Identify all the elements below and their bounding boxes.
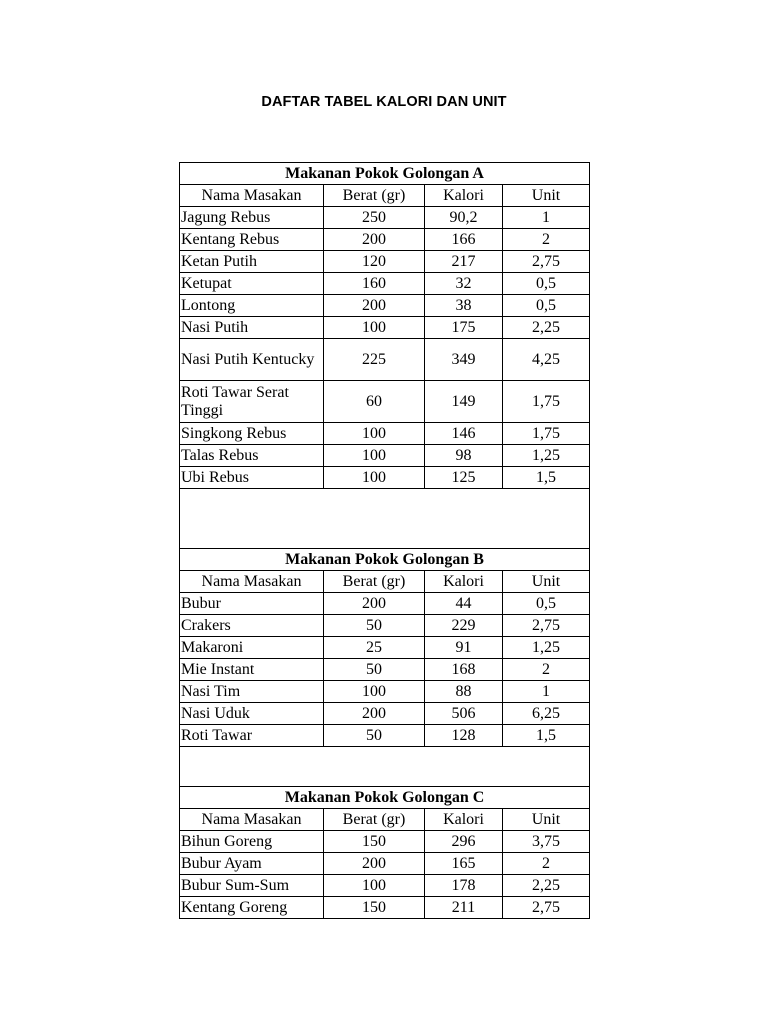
unit-value: 1,25: [503, 445, 590, 467]
calorie-value: 166: [425, 229, 503, 251]
calorie-value: 211: [425, 897, 503, 919]
calorie-value: 90,2: [425, 207, 503, 229]
weight-value: 60: [324, 381, 425, 423]
food-name: Kentang Rebus: [180, 229, 324, 251]
food-name: Nasi Putih Kentucky: [180, 339, 324, 381]
food-name: Roti Tawar: [180, 725, 324, 747]
food-name: Ketupat: [180, 273, 324, 295]
food-name: Nasi Putih: [180, 317, 324, 339]
food-name: Crakers: [180, 615, 324, 637]
table-row: [180, 703, 590, 725]
table-row: [180, 659, 590, 681]
unit-value: 2: [503, 659, 590, 681]
unit-value: 4,25: [503, 339, 590, 381]
table-row: [180, 381, 590, 423]
table-row: [180, 897, 590, 919]
calorie-value: 229: [425, 615, 503, 637]
weight-value: 25: [324, 637, 425, 659]
empty-cell: [180, 489, 590, 549]
empty-cell: [180, 747, 590, 787]
food-name: Jagung Rebus: [180, 207, 324, 229]
calorie-value: 91: [425, 637, 503, 659]
calorie-value: 149: [425, 381, 503, 423]
group-heading-row: [180, 787, 590, 809]
unit-value: 1,75: [503, 423, 590, 445]
weight-value: 200: [324, 295, 425, 317]
weight-value: 100: [324, 875, 425, 897]
unit-value: 1,5: [503, 725, 590, 747]
food-name: Bihun Goreng: [180, 831, 324, 853]
table-row: [180, 831, 590, 853]
calorie-value: 125: [425, 467, 503, 489]
group-heading: Makanan Pokok Golongan B: [180, 549, 590, 571]
weight-value: 150: [324, 897, 425, 919]
column-header-weight: Berat (gr): [324, 809, 425, 831]
column-header-unit: Unit: [503, 571, 590, 593]
weight-value: 50: [324, 659, 425, 681]
calorie-value: 349: [425, 339, 503, 381]
table-row: [180, 615, 590, 637]
unit-value: 3,75: [503, 831, 590, 853]
calorie-value: 38: [425, 295, 503, 317]
column-header-row: [180, 185, 590, 207]
calorie-value: 178: [425, 875, 503, 897]
unit-value: 2,25: [503, 875, 590, 897]
column-header-calories: Kalori: [425, 571, 503, 593]
document-title: DAFTAR TABEL KALORI DAN UNIT: [261, 94, 507, 110]
column-header-row: [180, 571, 590, 593]
unit-value: 1: [503, 681, 590, 703]
column-header-unit: Unit: [503, 185, 590, 207]
food-name: Mie Instant: [180, 659, 324, 681]
weight-value: 100: [324, 317, 425, 339]
table-row: [180, 339, 590, 381]
unit-value: 2: [503, 229, 590, 251]
weight-value: 100: [324, 445, 425, 467]
calorie-table-body: [180, 163, 590, 919]
calorie-value: 175: [425, 317, 503, 339]
food-name: Bubur Sum-Sum: [180, 875, 324, 897]
column-header-row: [180, 809, 590, 831]
calorie-value: 32: [425, 273, 503, 295]
unit-value: 2,75: [503, 615, 590, 637]
column-header-calories: Kalori: [425, 185, 503, 207]
unit-value: 1: [503, 207, 590, 229]
table-row: [180, 317, 590, 339]
table-row: [180, 207, 590, 229]
weight-value: 120: [324, 251, 425, 273]
table-row: [180, 681, 590, 703]
weight-value: 225: [324, 339, 425, 381]
unit-value: 1,5: [503, 467, 590, 489]
weight-value: 200: [324, 229, 425, 251]
table-row: [180, 229, 590, 251]
calorie-value: 88: [425, 681, 503, 703]
unit-value: 0,5: [503, 273, 590, 295]
spacer-row: [180, 747, 590, 787]
table-row: [180, 423, 590, 445]
unit-value: 0,5: [503, 593, 590, 615]
unit-value: 2: [503, 853, 590, 875]
food-name: Bubur: [180, 593, 324, 615]
unit-value: 1,75: [503, 381, 590, 423]
weight-value: 200: [324, 853, 425, 875]
food-name: Nasi Uduk: [180, 703, 324, 725]
calorie-table: [179, 162, 590, 919]
table-row: [180, 445, 590, 467]
group-heading: Makanan Pokok Golongan A: [180, 163, 590, 185]
weight-value: 50: [324, 615, 425, 637]
column-header-name: Nama Masakan: [180, 809, 324, 831]
column-header-calories: Kalori: [425, 809, 503, 831]
food-name: Ketan Putih: [180, 251, 324, 273]
food-name: Roti Tawar Serat Tinggi: [180, 381, 324, 423]
group-heading: Makanan Pokok Golongan C: [180, 787, 590, 809]
table-row: [180, 593, 590, 615]
calorie-value: 296: [425, 831, 503, 853]
weight-value: 100: [324, 467, 425, 489]
food-name: Talas Rebus: [180, 445, 324, 467]
unit-value: 2,25: [503, 317, 590, 339]
table-row: [180, 295, 590, 317]
calorie-value: 98: [425, 445, 503, 467]
weight-value: 200: [324, 593, 425, 615]
weight-value: 200: [324, 703, 425, 725]
spacer-row: [180, 489, 590, 549]
food-name: Makaroni: [180, 637, 324, 659]
table-row: [180, 725, 590, 747]
weight-value: 250: [324, 207, 425, 229]
table-row: [180, 875, 590, 897]
table-row: [180, 251, 590, 273]
food-name: Nasi Tim: [180, 681, 324, 703]
food-name: Ubi Rebus: [180, 467, 324, 489]
food-name: Bubur Ayam: [180, 853, 324, 875]
column-header-name: Nama Masakan: [180, 185, 324, 207]
calorie-value: 146: [425, 423, 503, 445]
calorie-value: 128: [425, 725, 503, 747]
column-header-weight: Berat (gr): [324, 185, 425, 207]
unit-value: 2,75: [503, 897, 590, 919]
unit-value: 2,75: [503, 251, 590, 273]
calorie-value: 506: [425, 703, 503, 725]
calorie-value: 168: [425, 659, 503, 681]
weight-value: 100: [324, 681, 425, 703]
column-header-name: Nama Masakan: [180, 571, 324, 593]
column-header-unit: Unit: [503, 809, 590, 831]
unit-value: 0,5: [503, 295, 590, 317]
table-row: [180, 853, 590, 875]
calorie-value: 217: [425, 251, 503, 273]
group-heading-row: [180, 549, 590, 571]
weight-value: 150: [324, 831, 425, 853]
unit-value: 6,25: [503, 703, 590, 725]
calorie-value: 165: [425, 853, 503, 875]
unit-value: 1,25: [503, 637, 590, 659]
weight-value: 100: [324, 423, 425, 445]
table-row: [180, 467, 590, 489]
table-row: [180, 273, 590, 295]
group-heading-row: [180, 163, 590, 185]
food-name: Kentang Goreng: [180, 897, 324, 919]
table-row: [180, 637, 590, 659]
column-header-weight: Berat (gr): [324, 571, 425, 593]
weight-value: 160: [324, 273, 425, 295]
food-name: Singkong Rebus: [180, 423, 324, 445]
food-name: Lontong: [180, 295, 324, 317]
weight-value: 50: [324, 725, 425, 747]
calorie-value: 44: [425, 593, 503, 615]
